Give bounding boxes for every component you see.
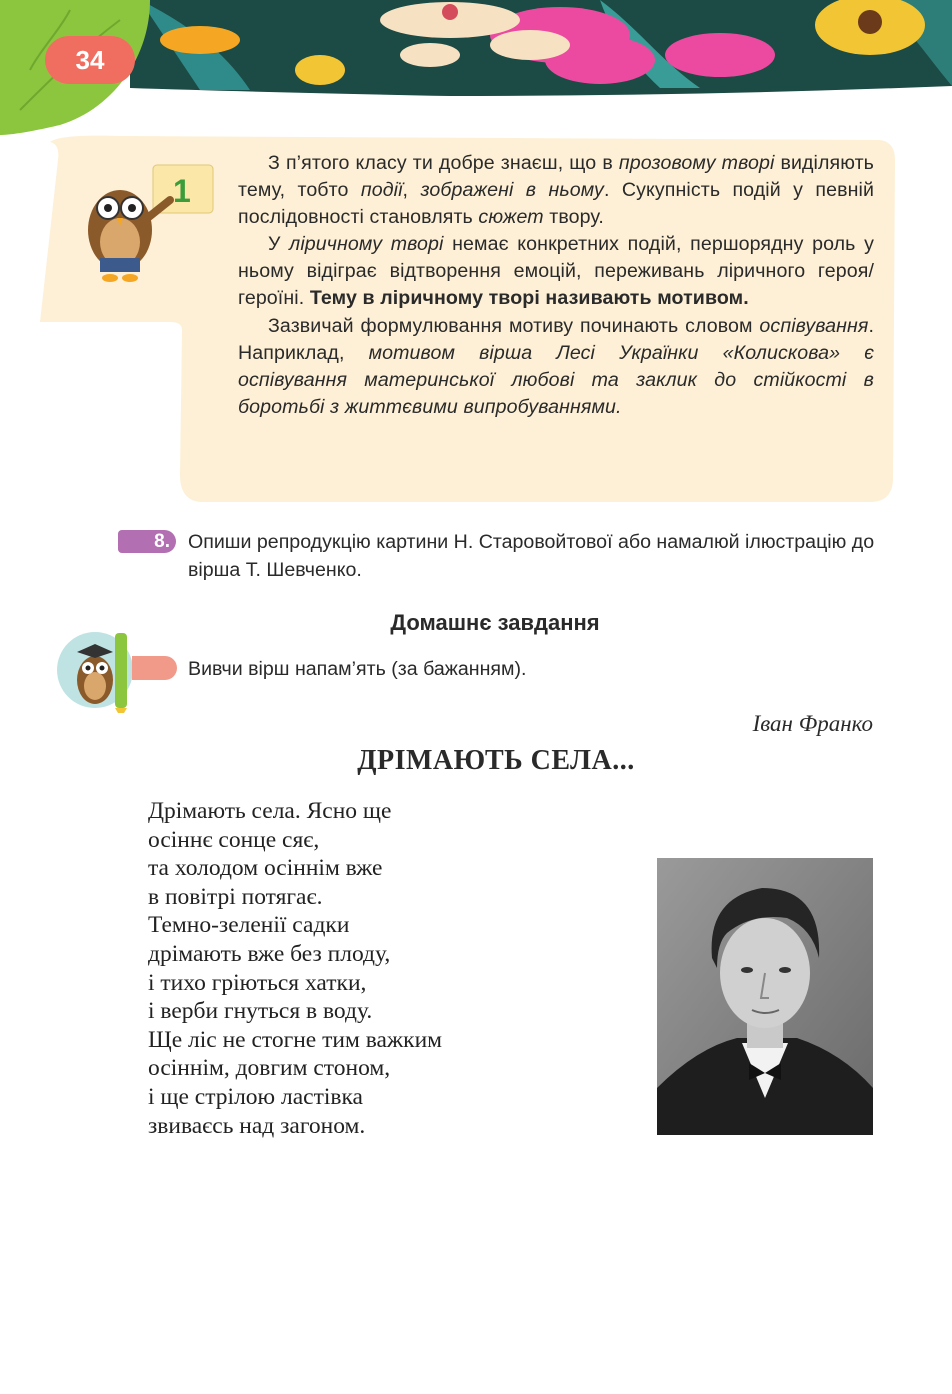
theory-run: події bbox=[360, 179, 403, 202]
task-text: Опиши репродукцію картини Н. Старовойтової або намалюй ілюстрацію до вірша Т. Шевченко. bbox=[188, 531, 875, 581]
author-portrait bbox=[657, 858, 873, 1135]
poem-line: Ще ліс не стогне тим важким bbox=[148, 1026, 443, 1053]
poem-line: Дрімають села. Ясно ще bbox=[148, 798, 392, 824]
poem-lines bbox=[148, 797, 442, 1140]
theory-run: , bbox=[402, 179, 421, 202]
badge-number: 1 bbox=[173, 173, 191, 209]
theory-paragraph-3 bbox=[238, 313, 874, 421]
task-number-badge: 8. bbox=[118, 530, 176, 553]
poem-line: і ще стрілою ластівка bbox=[148, 1083, 363, 1110]
theory-run: прозовому творі bbox=[618, 152, 775, 174]
theory-run: . Наприклад, bbox=[238, 314, 874, 364]
theory-run: Зазвичай формулювання мотиву починають словом bbox=[268, 314, 760, 337]
poem-line: і тихо гріються хатки, bbox=[148, 969, 367, 996]
poem-line: і верби гнуться в воду. bbox=[148, 998, 373, 1025]
poem-line: звиваєсь над загоном. bbox=[148, 1112, 366, 1139]
theory-text bbox=[238, 150, 874, 421]
poem-line: осіннім, довгим стоном, bbox=[148, 1055, 391, 1082]
theory-run: . Сукупність подій у певній послідовності становлять bbox=[238, 179, 874, 229]
theory-run: мотивом вірша Лесі Українки «Колискова» є оспівування материнської любові та заклик до стійкості в боротьбі з життєвими випробуваннями. bbox=[238, 341, 875, 418]
owl-mascot-icon bbox=[75, 160, 215, 285]
page-number: 34 bbox=[45, 36, 135, 84]
flower-illustration bbox=[0, 0, 952, 135]
homework-bar bbox=[132, 656, 177, 680]
homework-title: Домашнє завдання bbox=[390, 610, 600, 635]
poem-title: ДРІМАЮТЬ СЕЛА... bbox=[357, 745, 635, 776]
theory-run: твору. bbox=[543, 206, 604, 229]
theory-run: ліричному творі bbox=[289, 233, 444, 256]
theory-run: У bbox=[268, 233, 290, 256]
theory-paragraph-2 bbox=[238, 231, 874, 312]
poem-line: та холодом осіннім вже bbox=[148, 855, 383, 882]
poem-line: в повітрі потягає. bbox=[148, 883, 323, 910]
theory-run: немає конкретних подій, першорядну роль у ньому відіграє відтворення емоцій, переживань ліричного героя/героїні. bbox=[238, 233, 875, 310]
theory-run: З п’ятого класу ти добре знаєш, що в bbox=[268, 152, 619, 174]
poem-line: осіннє сонце сяє, bbox=[148, 826, 320, 853]
poem-author: Іван Франко bbox=[752, 711, 873, 736]
homework-text: Вивчи вірш напам’ять (за бажанням). bbox=[188, 658, 527, 680]
theory-run: сюжет bbox=[478, 206, 544, 229]
theory-run: Тему в ліричному творі називають мотивом. bbox=[309, 287, 749, 310]
poem-line: дрімають вже без плоду, bbox=[148, 940, 391, 967]
theory-run: оспівування bbox=[759, 314, 869, 337]
theory-run: зображені в ньому bbox=[420, 179, 604, 202]
header-banner bbox=[0, 0, 952, 135]
theory-paragraph-1 bbox=[238, 150, 874, 231]
poem-line: Темно-зеленії садки bbox=[148, 912, 350, 939]
theory-run: виділяють тему, тобто bbox=[238, 152, 874, 202]
